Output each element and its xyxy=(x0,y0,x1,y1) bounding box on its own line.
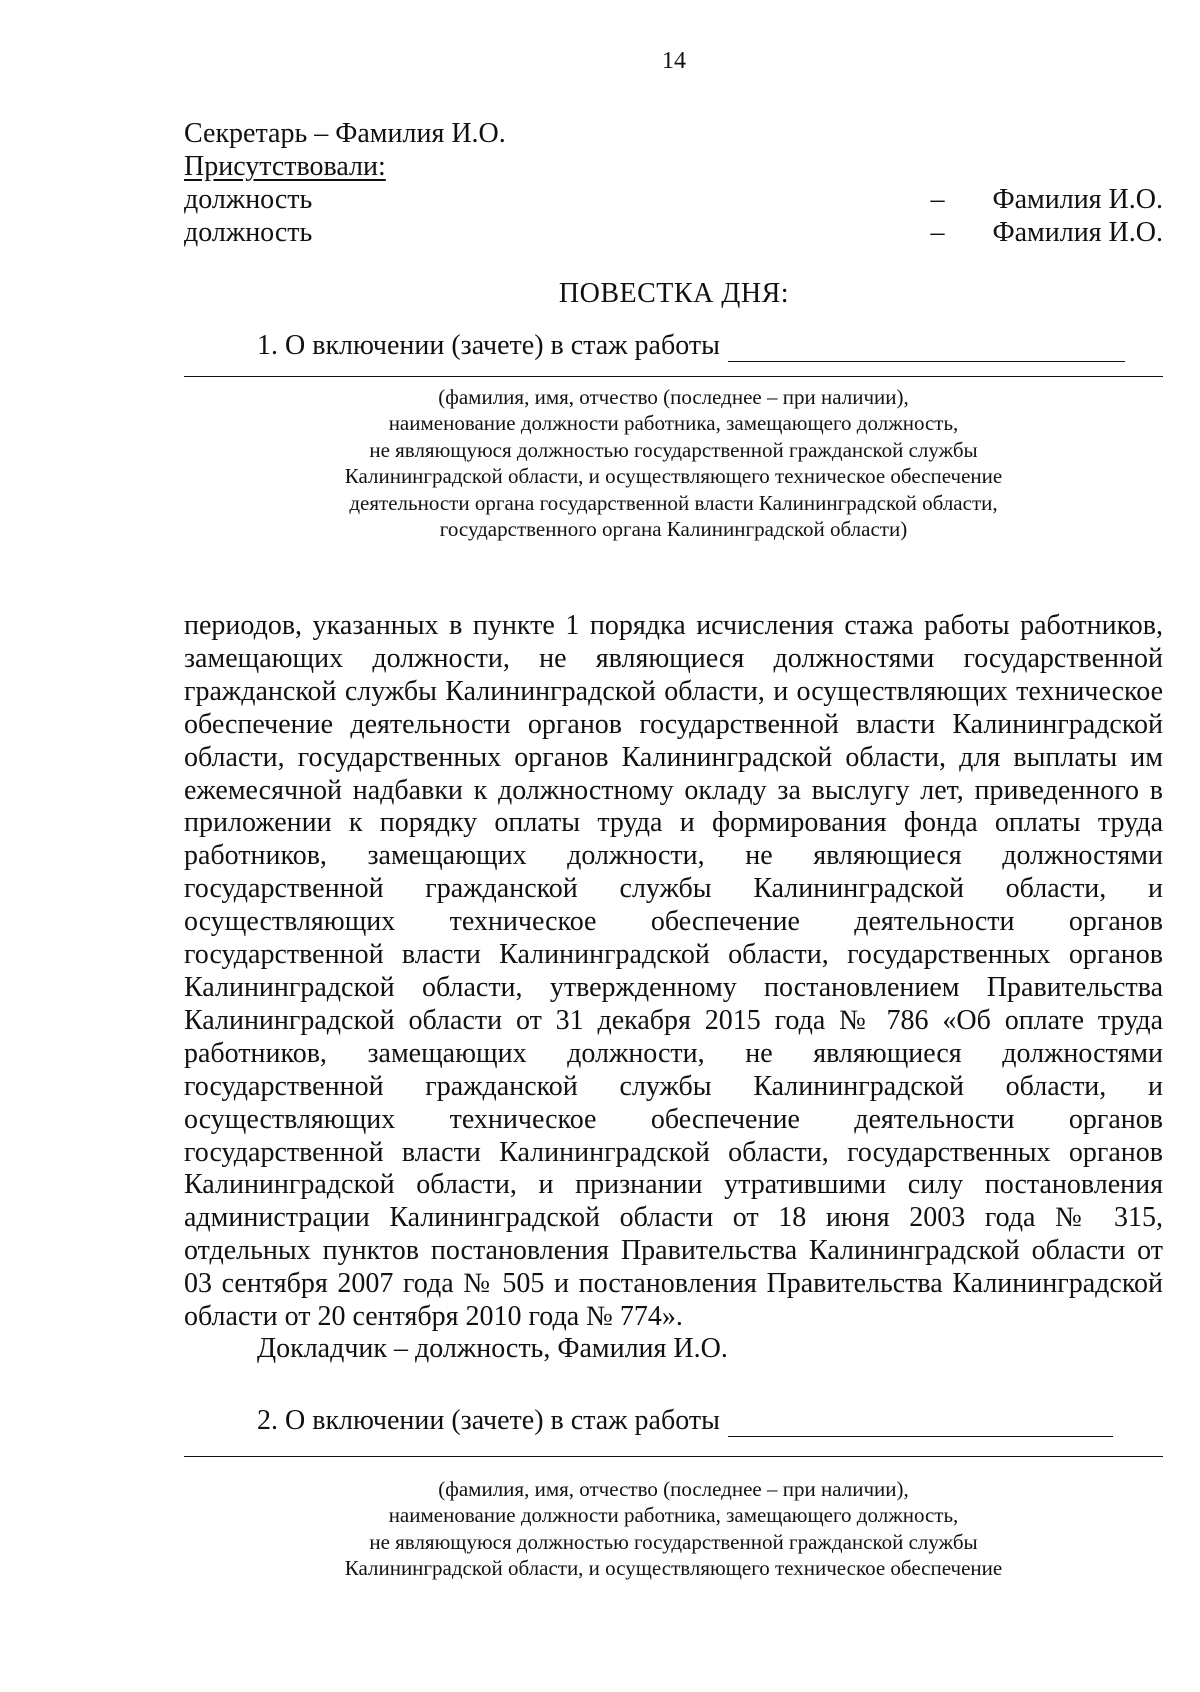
agenda-item-2-lead xyxy=(257,1405,1113,1437)
present-position: должность xyxy=(184,184,313,215)
agenda-item-2-note xyxy=(184,1476,1163,1582)
note-line: (фамилия, имя, отчество (последнее – при наличии), xyxy=(438,385,909,409)
present-position: должность xyxy=(184,217,313,248)
present-name: Фамилия И.О. xyxy=(992,217,1163,248)
agenda-item-1-lead xyxy=(257,330,1125,362)
present-row xyxy=(184,216,1163,249)
agenda-item-1-note xyxy=(184,384,1163,542)
meeting-participants xyxy=(184,117,1163,249)
blank-line-full xyxy=(184,376,1163,377)
secretary-line: Секретарь – Фамилия И.О. xyxy=(184,118,506,149)
blank-line xyxy=(728,335,1125,362)
note-line: наименование должности работника, замещающего должность, xyxy=(388,1503,959,1528)
agenda-title: ПОВЕСТКА ДНЯ: xyxy=(558,278,790,309)
present-row xyxy=(184,183,1163,216)
agenda-item-1-text: 1. О включении (зачете) в стаж работы xyxy=(257,330,720,361)
blank-line-full xyxy=(184,1456,1163,1457)
note-line: государственного органа Калининградской области) xyxy=(439,517,908,542)
agenda-item-2-text: 2. О включении (зачете) в стаж работы xyxy=(257,1405,720,1436)
note-line: Калининградской области, и осуществляющего техническое обеспечение xyxy=(344,464,1003,489)
note-line: (фамилия, имя, отчество (последнее – при наличии), xyxy=(438,1477,909,1501)
note-line: наименование должности работника, замещающего должность, xyxy=(388,411,959,436)
present-dash: – xyxy=(930,217,945,248)
note-line: не являющуюся должностью государственной гражданской службы xyxy=(369,437,978,462)
present-dash: – xyxy=(930,184,945,215)
agenda-item-1-reporter: Докладчик – должность, Фамилия И.О. xyxy=(257,1333,728,1364)
note-line: не являющуюся должностью государственной гражданской службы xyxy=(369,1529,978,1554)
page-number: 14 xyxy=(662,48,686,74)
present-name: Фамилия И.О. xyxy=(992,184,1163,215)
present-label: Присутствовали: xyxy=(184,151,386,182)
blank-line xyxy=(728,1410,1113,1437)
agenda-item-1-body: периодов, указанных в пункте 1 порядка исчисления стажа работы работников, замещающих должности, не являющиеся должностями государственной гражданской службы Калининградской области, и осуществляющих техническое обеспечение деятельности органов государственной власти Калининградской области, государственных органов Калининградской области, для выплаты им ежемесячной надбавки к должностному окладу за выслугу лет, приведенного в приложении к порядку оплаты труда и формирования фонда оплаты труда работников, замещающих должности, не являющиеся должностями государственной гражданской службы Калининградской области, и осуществляющих техническое обеспечение деятельности органов государственной власти Калининградской области, государственных органов Калининградской области, утвержденному постановлением Правительства Калининградской области от 31 декабря 2015 года № 786 «Об оплате труда работников, замещающих должности, не являющиеся должностями государственной гражданской службы Калининградской области, и осуществляющих техническое обеспечение деятельности органов государственной власти Калининградской области, государственных органов Калининградской области, и признании утратившими силу постановления администрации Калининградской области от 18 июня 2003 года № 315, отдельных пунктов постановления Правительства Калининградской области от 03 сентября 2007 года № 505 и постановления Правительства Калининградской области от 20 сентября 2010 года № 774». xyxy=(184,610,1163,1333)
note-line: Калининградской области, и осуществляющего техническое обеспечение xyxy=(344,1556,1003,1581)
note-line: деятельности органа государственной власти Калининградской области, xyxy=(349,490,998,515)
